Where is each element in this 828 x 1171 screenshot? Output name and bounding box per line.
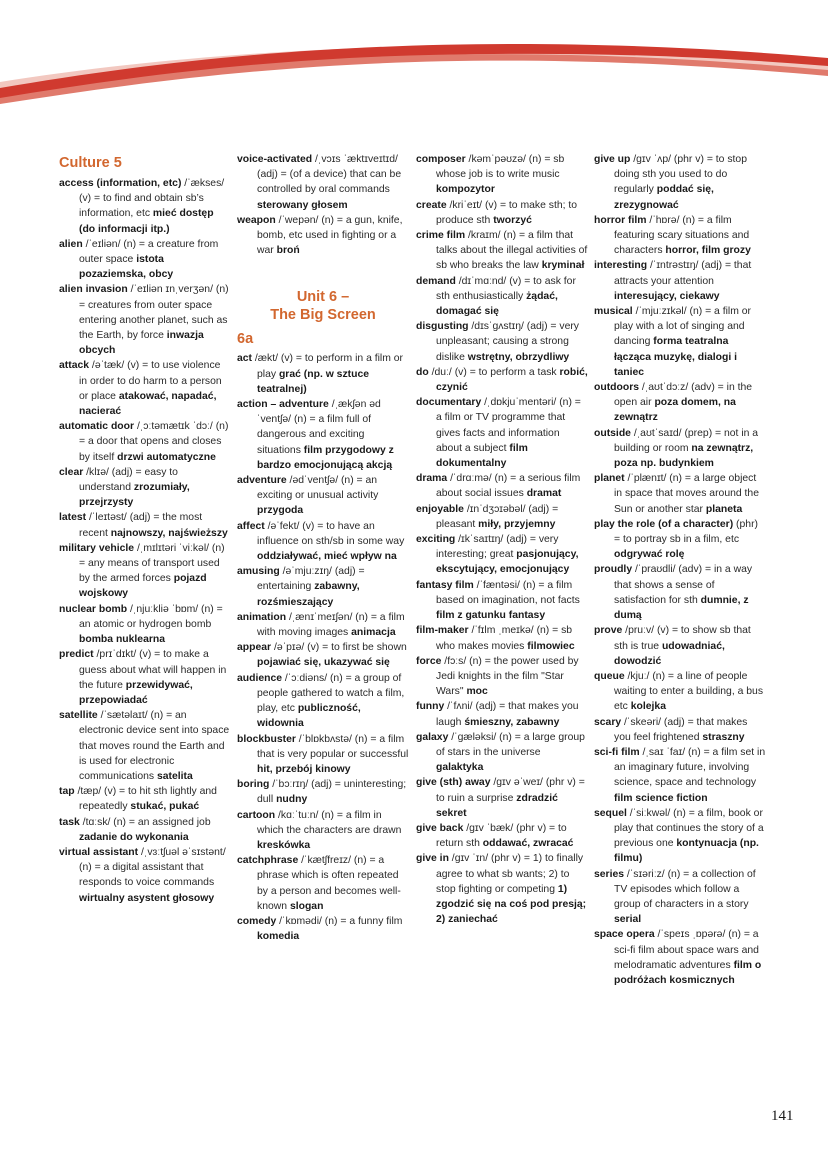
definition: /ˌænɪˈmeɪʃən/ (n) = a film with moving images	[257, 611, 405, 639]
headword: play the role (of a character)	[594, 518, 734, 530]
definition: /ˈeɪliən ɪnˌverʒən/ (n) = creatures from outer space entering another planet, such as the Earth, by force	[79, 284, 229, 342]
definition: /ˈpraʊdli/ (adv) = in a way that shows a sense of satisfaction for sth	[614, 564, 753, 606]
glossary-entry	[237, 351, 409, 397]
headword: prove	[594, 625, 623, 637]
definition: /ˈwepən/ (n) = a gun, knife, bomb, etc used in fighting or a war	[257, 214, 403, 257]
glossary-entry	[594, 304, 766, 380]
polish-translation: najnowszy, najświeższy	[110, 527, 228, 539]
polish-translation: inwazja obcych	[79, 330, 204, 357]
glossary-entry	[416, 730, 588, 776]
definition: /ækt/ (v) = to perform in a film or play	[252, 353, 404, 380]
polish-translation: filmowiec	[527, 640, 575, 652]
glossary-entry	[416, 578, 588, 624]
headword: crime film	[416, 230, 466, 242]
definition: /ˈbɔːrɪŋ/ (adj) = uninteresting; dull	[257, 779, 407, 806]
definition: /kəmˈpəʊzə/ (n) = sb whose job is to write music	[436, 154, 565, 181]
glossary-entry	[237, 519, 409, 565]
polish-translation: wstrętny, obrzydliwy	[467, 351, 570, 363]
headword: composer	[416, 154, 466, 165]
headword: demand	[416, 275, 456, 287]
unit-title: Unit 6 – The Big Screen	[270, 289, 376, 324]
headword: alien	[59, 238, 83, 250]
polish-translation: tworzyć	[493, 214, 532, 226]
definition: /dɪˈmɑːnd/ (v) = to ask for sth enthusiastically	[436, 275, 576, 302]
definition: /ɡɪv əˈweɪ/ (phr v) = to ruin a surprise	[436, 777, 585, 804]
entry-list	[416, 152, 588, 927]
headword: military vehicle	[59, 542, 135, 554]
headword: sci-fi film	[594, 746, 640, 758]
glossary-entry	[594, 715, 766, 745]
definition: /pruːv/ (v) = to show sb that sth is true	[614, 625, 751, 652]
polish-translation: moc	[466, 686, 488, 698]
headword: cartoon	[237, 809, 276, 821]
glossary-entry	[416, 152, 588, 198]
headword: force	[416, 655, 442, 667]
polish-translation: nudny	[276, 794, 308, 806]
definition: /əˈfekt/ (v) = to have an influence on sth/sb in some way	[257, 520, 405, 547]
headword: automatic door	[59, 421, 135, 433]
headword: blockbuster	[237, 733, 296, 745]
headword: outside	[594, 427, 631, 439]
glossary-entry	[237, 397, 409, 473]
polish-translation: istota pozaziemska, obcy	[79, 254, 174, 281]
polish-translation: żądać, domagać się	[436, 290, 558, 318]
glossary-entry	[237, 640, 409, 670]
glossary-entry	[59, 237, 231, 283]
definition: /tɑːsk/ (n) = an assigned job	[79, 816, 211, 828]
definition: /ˈmjuːzɪkəl/ (n) = a film or play with a lot of singing and dancing	[614, 306, 752, 348]
headword: voice-activated	[237, 154, 313, 165]
glossary-entry	[416, 654, 588, 700]
definition: /fɔːs/ (n) = the power used by Jedi knights in the film "Star Wars"	[436, 655, 579, 698]
definition: /ˌɔːtəmætɪk ˈdɔː/ (n) = a door that opens and closes by itself	[79, 421, 229, 463]
glossary-entry	[59, 176, 231, 237]
glossary-entry	[59, 465, 231, 511]
headword: space opera	[594, 929, 655, 941]
polish-translation: poza domem, na zewnątrz	[614, 397, 736, 424]
definition: /tæp/ (v) = to hit sth lightly and repeatedly	[74, 786, 217, 813]
definition: /ˈfɪlm ˌmeɪkə/ (n) = sb who makes movies	[436, 625, 573, 652]
polish-translation: poddać się, zrezygnować	[614, 184, 714, 211]
headword: musical	[594, 306, 633, 318]
polish-translation: dumnie, z dumą	[614, 594, 749, 622]
section-title-culture5: Culture 5	[59, 155, 122, 171]
headword: comedy	[237, 915, 277, 927]
glossary-entry	[594, 426, 766, 472]
polish-translation: kontynuacja (np. filmu)	[614, 838, 759, 865]
glossary-entry	[237, 152, 409, 213]
polish-translation: zadanie do wykonania	[79, 831, 189, 843]
glossary-entry	[59, 815, 231, 845]
headword: boring	[237, 779, 270, 791]
page-number: 141	[771, 1108, 794, 1124]
polish-translation: mieć dostęp (do informacji itp.)	[79, 208, 214, 235]
glossary-entry	[59, 784, 231, 814]
polish-translation: pojazd wojskowy	[79, 573, 207, 600]
subsection-title-6a: 6a	[237, 331, 254, 348]
headword: alien invasion	[59, 284, 128, 296]
polish-translation: wirtualny asystent głosowy	[79, 892, 215, 904]
headword: create	[416, 199, 447, 211]
definition: /ˌsaɪ ˈfaɪ/ (n) = a film set in an imaginary future, involving science, space and technology	[614, 746, 766, 789]
glossary-entry	[237, 473, 409, 519]
headword: galaxy	[416, 731, 449, 743]
headword: animation	[237, 611, 287, 623]
definition: /kriˈeɪt/ (v) = to make sth; to produce sth	[436, 199, 578, 226]
polish-translation: przewidywać, przepowiadać	[79, 679, 193, 706]
definition: /ˌnjuːkliə ˈbɒm/ (n) = an atomic or hydrogen bomb	[79, 603, 223, 630]
headword: latest	[59, 512, 87, 524]
polish-translation: zabawny, rozśmieszający	[257, 581, 360, 608]
headword: sequel	[594, 807, 627, 819]
polish-translation: publiczność, widownia	[257, 703, 361, 730]
headword: act	[237, 353, 253, 365]
definition: (phr) = to portray sb in a film, etc	[614, 518, 758, 546]
headword: access (information, etc)	[59, 178, 182, 189]
polish-translation: śmieszny, zabawny	[464, 716, 560, 728]
polish-translation: broń	[276, 245, 300, 257]
headword: fantasy film	[416, 579, 474, 591]
definition: /ˈeɪliən/ (n) = a creature from outer space	[79, 238, 219, 266]
headword: virtual assistant	[59, 846, 139, 858]
polish-translation: pasjonujący, ekscytujący, emocjonujący	[436, 549, 579, 576]
headword: outdoors	[594, 382, 640, 394]
headword: attack	[59, 360, 90, 372]
glossary-entry	[594, 471, 766, 517]
polish-translation: udowadniać, dowodzić	[614, 640, 725, 667]
headword: drama	[416, 473, 448, 485]
glossary-entry	[594, 623, 766, 669]
definition: /ˈsætəlaɪt/ (n) = an electronic device sent into space that moves round the Earth and is used for electronic communications	[79, 710, 230, 782]
glossary-entry	[237, 564, 409, 610]
polish-translation: film o podróżach kosmicznych	[614, 959, 762, 986]
glossary-entry	[416, 821, 588, 851]
headword: queue	[594, 670, 625, 682]
headword: do	[416, 366, 429, 378]
glossary-entry	[59, 282, 231, 358]
polish-translation: zdradzić sekret	[436, 792, 558, 819]
glossary-entry	[594, 152, 766, 213]
glossary-entry	[416, 471, 588, 501]
polish-translation: sterowany głosem	[257, 199, 348, 211]
glossary-entry	[59, 602, 231, 648]
definition: /ˌaʊtˈdɔːz/ (adv) = in the open air	[614, 382, 753, 409]
polish-translation: stukać, pukać	[130, 801, 200, 813]
polish-translation: zrozumiały, przejrzysty	[79, 482, 190, 509]
polish-translation: 1) zgodzić się na coś pod presją; 2) zaniechać	[436, 883, 587, 926]
glossary-entry	[594, 745, 766, 806]
headword: horror film	[594, 214, 647, 226]
headword: proudly	[594, 564, 633, 576]
definition: /ˌækʃən ədˈventʃə/ (n) = a film full of dangerous and exciting situations	[257, 399, 381, 456]
headword: action – adventure	[237, 399, 329, 411]
definition: /ˈkɒmədi/ (n) = a funny film	[276, 915, 403, 927]
polish-translation: miły, przyjemny	[478, 518, 556, 530]
column-3	[416, 152, 588, 927]
polish-translation: forma teatralna łącząca muzykę, dialogi i taniec	[614, 336, 738, 378]
polish-translation: dramat	[526, 488, 562, 500]
glossary-entry	[594, 258, 766, 304]
definition: /kraɪm/ (n) = a film that talks about the illegal activities of sb who breaks the law	[436, 230, 588, 272]
definition: /ˌdɒkjuˈmentəri/ (n) = a film or TV programme that gives facts and information about a subject	[436, 397, 581, 454]
column-1	[59, 152, 231, 906]
headword: give in	[416, 853, 449, 865]
headword: affect	[237, 520, 265, 532]
headword: adventure	[237, 475, 287, 487]
definition: /ˈɡæləksi/ (n) = a large group of stars in the universe	[436, 731, 585, 758]
headword: nuclear bomb	[59, 603, 128, 615]
polish-translation: przygoda	[257, 505, 304, 517]
headword: give back	[416, 822, 464, 834]
headword: exciting	[416, 534, 456, 546]
glossary-entry	[237, 213, 409, 259]
definition: /ˌvɜːtʃuəl əˈsɪstənt/ (n) = a digital assistant that responds to voice commands	[79, 846, 226, 889]
headword: documentary	[416, 397, 482, 409]
headword: series	[594, 868, 625, 880]
glossary-entry	[416, 274, 588, 320]
polish-translation: pojawiać się, ukazywać się	[257, 657, 390, 669]
definition: /ˈækses/ (v) = to find and obtain sb’s information, etc	[79, 178, 225, 220]
headword: planet	[594, 473, 625, 485]
definition: /ədˈventʃə/ (n) = an exciting or unusual activity	[257, 475, 379, 502]
glossary-entry	[237, 808, 409, 854]
polish-translation: bomba nuklearna	[79, 634, 166, 646]
glossary-entry	[594, 562, 766, 623]
entry-list	[59, 176, 231, 906]
definition: /ˈblɒkbʌstə/ (n) = a film that is very popular or successful	[257, 733, 409, 760]
glossary-entry	[416, 623, 588, 653]
definition: /ɡɪv ˈʌp/ (phr v) = to stop doing sth you used to do regularly	[614, 154, 747, 196]
polish-translation: na zewnątrz, poza np. budynkiem	[614, 442, 754, 470]
glossary-entry	[237, 610, 409, 640]
polish-translation: drzwi automatyczne	[117, 451, 216, 463]
glossary-entry	[59, 510, 231, 540]
glossary-entry	[237, 671, 409, 732]
headword: scary	[594, 716, 622, 728]
polish-translation: galaktyka	[436, 762, 484, 774]
entry-list	[237, 351, 409, 944]
glossary-entry	[416, 319, 588, 365]
glossary-entry	[594, 517, 766, 563]
headword: give (sth) away	[416, 777, 491, 789]
polish-translation: grać (np. w sztuce teatralnej)	[257, 368, 370, 395]
headword: appear	[237, 642, 272, 654]
headword: funny	[416, 701, 445, 713]
polish-translation: kolejka	[630, 701, 666, 713]
definition: /ˈfʌni/ (adj) = that makes you laugh	[436, 701, 579, 728]
glossary-entry	[59, 708, 231, 784]
polish-translation: hit, przebój kinowy	[257, 763, 351, 775]
definition: /prɪˈdɪkt/ (v) = to make a guess about what will happen in the future	[79, 649, 227, 691]
polish-translation: kompozytor	[436, 184, 495, 196]
glossary-entry	[416, 228, 588, 274]
definition: /əˈtæk/ (v) = to use violence in order to do harm to a person or place	[79, 360, 222, 402]
polish-translation: kryminał	[541, 260, 585, 272]
polish-translation: serial	[614, 914, 642, 926]
definition: /ˈleɪtəst/ (adj) = the most recent	[79, 512, 203, 539]
polish-translation: robić, czynić	[436, 366, 588, 394]
glossary-entry	[416, 502, 588, 532]
headword: film-maker	[416, 625, 469, 637]
polish-translation: straszny	[702, 731, 745, 743]
headword: enjoyable	[416, 503, 464, 515]
glossary-entry	[416, 775, 588, 821]
definition: /əˈmjuːzɪŋ/ (adj) = entertaining	[257, 566, 365, 593]
definition: /ˈskeəri/ (adj) = that makes you feel frightened	[614, 716, 748, 743]
headword: tap	[59, 786, 75, 798]
glossary-entry	[594, 213, 766, 259]
headword: weapon	[237, 214, 276, 226]
definition: /əˈpɪə/ (v) = to first be shown	[271, 642, 407, 654]
definition: /duː/ (v) = to perform a task	[428, 366, 560, 378]
definition: /ˈsɪəriːz/ (n) = a collection of TV episodes which follow a group of characters in a story	[614, 868, 756, 910]
glossary-entry	[237, 732, 409, 778]
definition: /kjuː/ (n) = a line of people waiting to enter a building, a bus etc	[614, 670, 764, 713]
definition: /ɪnˈdʒɔɪəbəl/ (adj) = pleasant	[436, 503, 559, 530]
definition: /ˌmɪlɪtəri ˈviːkəl/ (n) = any means of transport used by the armed forces	[79, 542, 225, 585]
glossary-entry	[594, 380, 766, 426]
glossary-entry	[416, 198, 588, 228]
polish-translation: animacja	[351, 627, 396, 639]
glossary-entry	[594, 867, 766, 928]
glossary-entry	[237, 853, 409, 914]
definition: /ɡɪv ˈɪn/ (phr v) = 1) to finally agree to what sb wants; 2) to stop fighting or competing	[436, 853, 584, 895]
headword: amusing	[237, 566, 280, 578]
definition: /ˈɔːdiəns/ (n) = a group of people gathered to watch a film, play, etc	[257, 672, 405, 715]
headword: catchphrase	[237, 855, 299, 867]
entry-list	[594, 152, 766, 988]
definition: /ˈkætʃfreɪz/ (n) = a phrase which is often repeated by a person and becomes well-known	[257, 855, 401, 912]
glossary-entry	[416, 365, 588, 395]
definition: /ˈplænɪt/ (n) = a large object in space that moves around the Sun or another star	[614, 473, 759, 515]
glossary-entry	[416, 851, 588, 927]
definition: /ɡɪv ˈbæk/ (phr v) = to return sth	[436, 822, 567, 850]
glossary-entry	[237, 777, 409, 807]
polish-translation: komedia	[257, 931, 300, 943]
glossary-entry	[59, 845, 231, 906]
definition: /ˈsiːkwəl/ (n) = a film, book or play that continues the story of a previous one	[614, 807, 764, 850]
glossary-entry	[59, 541, 231, 602]
polish-translation: odgrywać rolę	[614, 549, 685, 561]
glossary-entry	[59, 647, 231, 708]
polish-translation: film science fiction	[614, 792, 708, 804]
definition: /ˌvɔɪs ˈæktɪveɪtɪd/ (adj) = (of a device) that can be controlled by oral commands	[257, 154, 402, 196]
headword: task	[59, 816, 80, 828]
polish-translation: slogan	[289, 900, 324, 912]
column-4	[594, 152, 766, 988]
definition: /ɪkˈsaɪtɪŋ/ (adj) = very interesting; great	[436, 534, 559, 561]
headword: predict	[59, 649, 94, 661]
headword: give up	[594, 154, 631, 165]
definition: /kɑːˈtuːn/ (n) = a film in which the characters are drawn	[257, 809, 402, 836]
polish-translation: oddziaływać, mieć wpływ na	[257, 551, 397, 563]
glossary-entry	[416, 699, 588, 729]
headword: disgusting	[416, 321, 469, 333]
glossary-entry	[416, 395, 588, 471]
definition: /ˈdrɑːmə/ (n) = a serious film about social issues	[436, 473, 581, 500]
column-2	[237, 152, 409, 944]
definition: /dɪsˈɡʌstɪŋ/ (adj) = very unpleasant; causing a strong dislike	[436, 321, 580, 363]
glossary-entry	[237, 914, 409, 944]
headword: interesting	[594, 260, 648, 272]
definition: /ˈɪntrəstɪŋ/ (adj) = that attracts your attention	[614, 260, 752, 287]
glossary-entry	[59, 358, 231, 419]
glossary-entry	[594, 806, 766, 867]
polish-translation: oddawać, zwracać	[482, 838, 574, 850]
glossary-entry	[59, 419, 231, 465]
headword: clear	[59, 466, 84, 478]
definition: /ˌaʊtˈsaɪd/ (prep) = not in a building or room	[614, 427, 759, 454]
headword: audience	[237, 672, 283, 684]
polish-translation: film z gatunku fantasy	[436, 610, 546, 622]
polish-translation: kreskówka	[257, 839, 311, 851]
glossary-entry	[594, 669, 766, 715]
polish-translation: horror, film grozy	[665, 245, 751, 257]
glossary-entry	[594, 927, 766, 988]
headword: satellite	[59, 710, 98, 722]
definition: /ˈhɒrə/ (n) = a film featuring scary situations and characters	[614, 214, 750, 257]
definition: /klɪə/ (adj) = easy to understand	[79, 466, 178, 494]
polish-translation: planeta	[705, 503, 743, 515]
polish-translation: film przygodowy z bardzo emocjonującą akcją	[257, 444, 394, 471]
polish-translation: satelita	[156, 770, 193, 782]
polish-translation: atakować, napadać, nacierać	[79, 390, 217, 418]
polish-translation: film dokumentalny	[436, 442, 528, 470]
header-banner	[0, 0, 828, 130]
polish-translation: interesujący, ciekawy	[614, 290, 720, 302]
definition: /ˈfæntəsi/ (n) = a film based on imagination, not facts	[436, 579, 580, 606]
entry-list	[237, 152, 409, 258]
glossary-entry	[416, 532, 588, 578]
definition: /ˈspeɪs ˌɒpərə/ (n) = a sci-fi film about space wars and melodramatic adventures	[614, 929, 759, 971]
